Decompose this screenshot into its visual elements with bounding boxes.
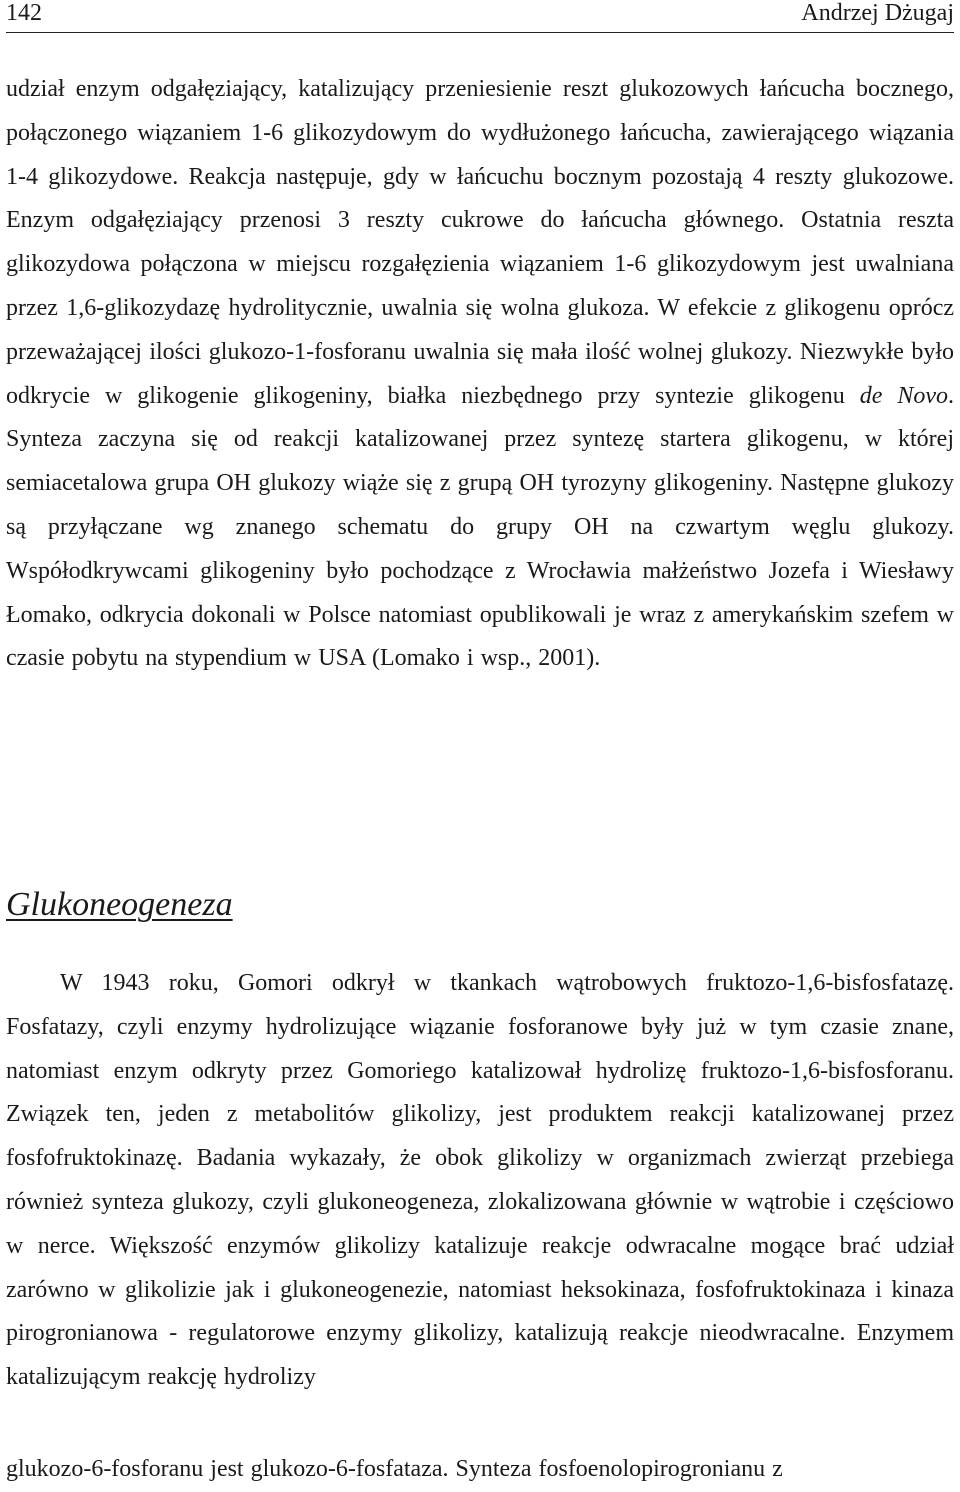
section-heading: Glukoneogeneza — [6, 886, 233, 923]
paragraph-text-part-2: . Synteza zaczyna się od reakcji katalizowanej przez syntezę startera glikogenu, w której semiacetalowa grupa OH glukozy wiąże się z grupą OH tyrozyny glikogeniny. Następne glukozy są przyłączane wg znanego schematu do grupy OH na czwartym węglu glukozy. Współodkrywcami glikogeniny było pochodzące z Wrocławia małżeństwo Jozefa i Wiesławy Łomako, odkrycia dokonali w Polsce natomiast opublikowali je wraz z amerykańskim szefem w czasie pobytu na stypendium w USA (Lomako i wsp., 2001). — [6, 382, 955, 672]
body-paragraph-last-line: glukozo-6-fosforanu jest glukozo-6-fosfataza. Synteza fosfoenolopirogronianu z — [6, 1456, 783, 1482]
italic-term: de Novo — [859, 382, 949, 409]
body-paragraph-glycogen — [6, 68, 954, 681]
running-header — [6, 0, 954, 33]
running-header-author: Andrzej Dżugaj — [801, 0, 954, 26]
body-paragraph-gluconeogenesis: W 1943 roku, Gomori odkrył w tkankach wątrobowych fruktozo-1,6-bisfosfatazę. Fosfatazy, czyli enzymy hydrolizujące wiązanie fosforanowe były już w tym czasie znane, natomiast enzym odkryty przez Gomoriego katalizował hydrolizę fruktozo-1,6-bisfosforanu. Związek ten, jeden z metabolitów glikolizy, jest produktem reakcji katalizowanej przez fosfofruktokinazę. Badania wykazały, że obok glikolizy w organizmach zwierząt przebiega również synteza glukozy, czyli glukoneogeneza, zlokalizowana głównie w wątrobie i częściowo w nerce. Większość enzymów glikolizy katalizuje reakcje odwracalne mogące brać udział zarówno w glikolizie jak i glukoneogenezie, natomiast heksokinaza, fosfofruktokinaza i kinaza pirogronianowa - regulatorowe enzymy glikolizy, katalizują reakcje nieodwracalne. Enzymem katalizującym reakcję hydrolizy — [6, 970, 954, 1391]
page-number: 142 — [6, 0, 42, 26]
paragraph-text-part-1: udział enzym odgałęziający, katalizujący przeniesienie reszt glukozowych łańcucha bocznego, połączonego wiązaniem 1-6 glikozydowym do wydłużonego łańcucha, zawierającego wiązania 1-4 glikozydowe. Reakcja następuje, gdy w łańcuchu bocznym pozostają 4 reszty glukozowe. Enzym odgałęziający przenosi 3 reszty cukrowe do łańcucha głównego. Ostatnia reszta glikozydowa połączona w miejscu rozgałęzienia wiązaniem 1-6 glikozydowym jest uwalniana przez 1,6-glikozydazę hydrolitycznie, uwalnia się wolna glukoza. W efekcie z glikogenu oprócz przeważającej ilości glukozo-1-fosforanu uwalnia się mała ilość wolnej glukozy. Niezwykłe było odkrycie w glikogenie glikogeniny, białka niezbędnego przy syntezie glikogenu — [6, 76, 954, 409]
